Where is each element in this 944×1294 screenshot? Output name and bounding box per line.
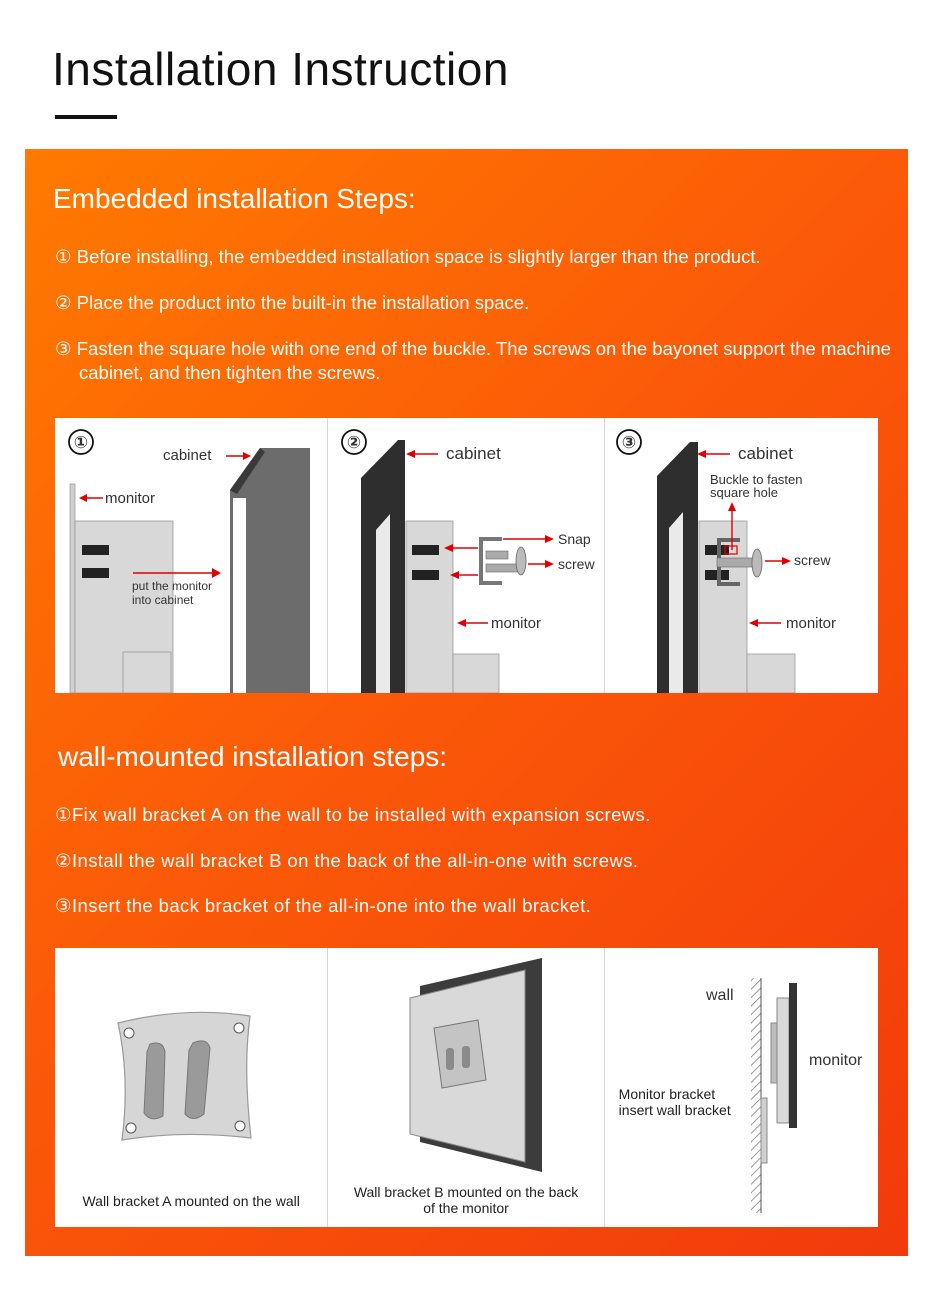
diagram-1-number: ① [73, 433, 89, 452]
diagram-2-cabinet-label: cabinet [446, 444, 502, 463]
diagram-2-number: ② [347, 433, 362, 452]
title-underline [55, 115, 117, 119]
wall-photo-1 [55, 948, 328, 1227]
embedded-diagram-1 [55, 418, 328, 693]
wall-bracket-a-image [55, 948, 328, 1227]
diagram-1-cabinet-label: cabinet [163, 447, 212, 464]
embedded-diagram-3 [605, 418, 878, 693]
diagram-1-monitor-label: monitor [105, 490, 156, 507]
wall-photo-3-note-line1: Monitor bracket [618, 1086, 716, 1102]
embedded-heading: Embedded installation Steps: [53, 183, 416, 214]
wall-photo-3 [605, 948, 878, 1227]
diagram-1-note-line2: into cabinet [132, 593, 194, 607]
diagram-2-screw-label: screw [558, 556, 595, 572]
wall-step-3: ③Insert the back bracket of the all-in-one into the wall bracket. [55, 895, 592, 916]
diagram-3-buckle-line2: square hole [709, 485, 778, 500]
page-title: Installation Instruction [52, 43, 509, 95]
wall-photo-2-caption-line1: Wall bracket B mounted on the back [353, 1184, 579, 1200]
diagram-2-snap-label: Snap [558, 531, 592, 547]
diagram-3-monitor-label: monitor [785, 615, 836, 632]
embedded-step-3: ③ Fasten the square hole with one end of the buckle. The screws on the bayonet support the machine cabinet, and then tighten the screws. [55, 338, 891, 383]
wall-heading: wall-mounted installation steps: [58, 741, 448, 772]
instruction-panel [25, 149, 908, 1256]
wall-photo-2 [328, 948, 604, 1227]
wall-photo-3-monitor-label: monitor [808, 1052, 863, 1069]
diagram-3-screw-label: screw [793, 552, 831, 568]
diagram-3-cabinet-label: cabinet [737, 444, 793, 463]
wall-photo-1-caption: Wall bracket A mounted on the wall [82, 1193, 300, 1209]
wall-step-2: ②Install the wall bracket B on the back of the all-in-one with screws. [55, 850, 639, 871]
diagram-2-drawing [328, 418, 604, 693]
diagram-1-note-line1: put the monitor [132, 579, 213, 593]
wall-photo-3-wall-label: wall [705, 987, 734, 1004]
embedded-step-2: ② Place the product into the built-in the installation space. [55, 292, 530, 313]
diagram-1-drawing [55, 418, 328, 693]
diagram-3-number: ③ [621, 433, 636, 452]
wall-step-1: ①Fix wall bracket A on the wall to be installed with expansion screws. [55, 804, 651, 825]
embedded-step-1: ① Before installing, the embedded installation space is slightly larger than the product. [55, 246, 761, 267]
embedded-diagram-row [55, 418, 878, 693]
diagram-3-buckle-line1: Buckle to fasten [709, 472, 803, 487]
diagram-3-drawing [605, 418, 878, 693]
wall-photo-row [55, 948, 878, 1227]
diagram-2-monitor-label: monitor [491, 615, 542, 632]
wall-photo-2-caption-line2: of the monitor [423, 1200, 509, 1216]
wall-photo-3-note-line2: insert wall bracket [618, 1102, 731, 1118]
embedded-diagram-2 [328, 418, 604, 693]
